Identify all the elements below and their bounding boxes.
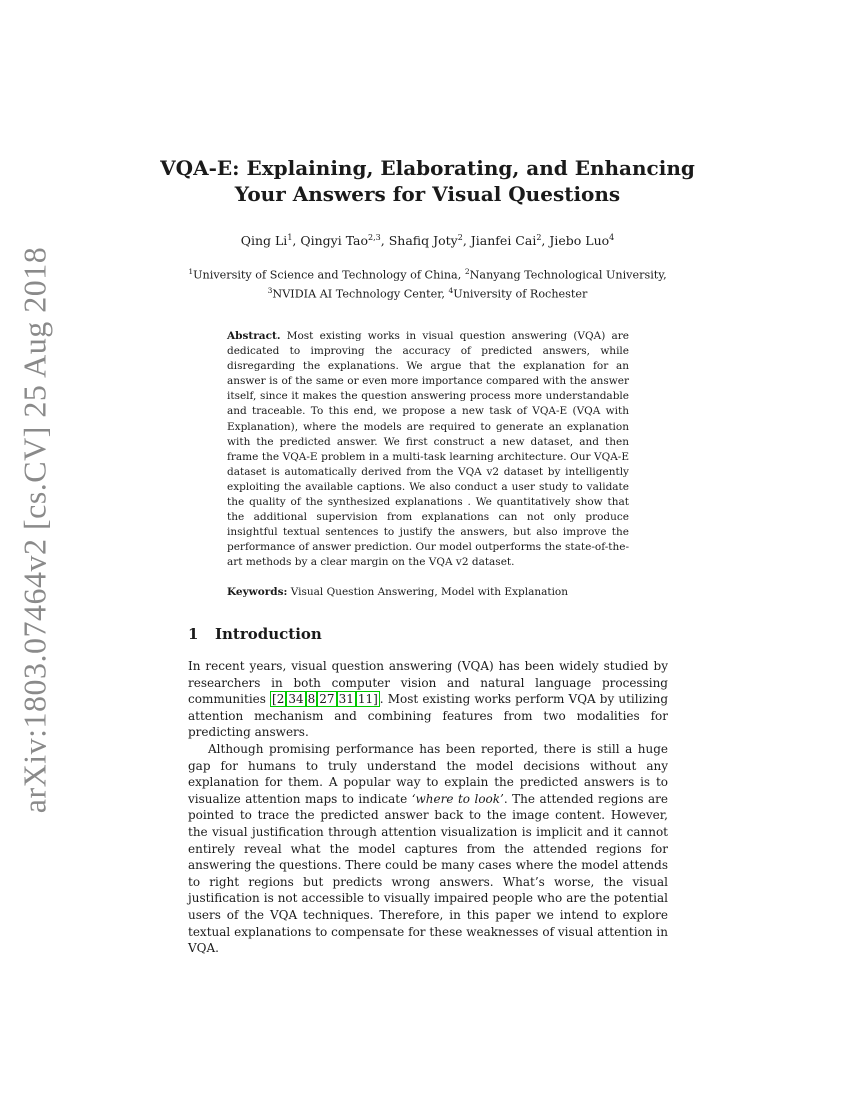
author: Jianfei Cai$^2$ [470,233,542,249]
abstract [227,329,629,571]
citation-link[interactable]: 27 [319,692,335,707]
section-title: Introduction [215,625,322,643]
affiliation-line-2: $^3$NVIDIA AI Technology Center, $^4$University of Rochester [267,285,588,301]
author: Qingyi Tao$^{2,3}$ [300,233,381,249]
citation-link[interactable]: [2 [272,692,285,707]
introduction-body [188,658,668,957]
keywords-label: Keywords: [227,586,288,598]
paper-title [160,155,695,207]
citation-link[interactable]: 8 [307,692,316,707]
section-heading-introduction [188,625,322,643]
emphasized-phrase: ‘where to look’ [411,791,504,806]
keywords-text: Visual Question Answering, Model with Explanation [290,586,569,598]
author: Jiebo Luo$^4$ [549,233,615,249]
author: Qing Li$^1$ [240,233,293,249]
section-number: 1 [188,625,199,643]
citation-link[interactable]: 11] [357,692,378,707]
arxiv-id-text: arXiv:1803.07464v2 [cs.CV] 25 Aug 2018 [16,246,53,814]
author-list: Qing Li$^1$, Qingyi Tao$^{2,3}$, Shafiq Joty$^2$, Jianfei Cai$^2$, Jiebo Luo$^4$ [240,233,615,249]
affiliation-line-1: $^1$University of Science and Technology of China, $^2$Nanyang Technological University, [188,267,667,282]
abstract-label: Abstract. [227,330,281,342]
title-line-1: VQA-E: Explaining, Elaborating, and Enhancing [160,156,695,180]
citation-link[interactable]: 31 [338,692,354,707]
affiliations [160,264,695,301]
intro-paragraph-2: Although promising performance has been reported, there is still a huge gap for humans to truly understand the model decisions without any explanation for them. A popular way to explain the predicted answers is to visualize attention maps to indicate ‘where to look’. The attended regions are pointed to trace the predicted answer back to the image content. However, the visual justification through attention visualization is implicit and it cannot entirely reveal what the model captures from the attended regions for answering the questions. There could be many cases where the model attends to right regions but predicts wrong answers. What’s worse, the visual justification is not accessible to visually impaired people who are the potential users of the VQA techniques. Therefore, in this paper we intend to explore textual explanations to compensate for these weaknesses of visual attention in VQA. [188,741,668,956]
citation-link[interactable]: 34 [288,692,304,707]
abstract-text: Most existing works in visual question answering (VQA) are dedicated to improving the accuracy of predicted answers, while disregarding the explanations. We argue that the explanation for an answer is of the same or even more importance compared with the answer itself, since it makes the question answering process more understandable and traceable. To this end, we propose a new task of VQA-E (VQA with Explanation), where the models are required to generate an explanation with the predicted answer. We first construct a new dataset, and then frame the VQA-E problem in a multi-task learning architecture. Our VQA-E dataset is automatically derived from the VQA v2 dataset by intelligently exploiting the available captions. We also conduct a user study to validate the quality of the synthesized explanations . We quantitatively show that the additional supervision from explanations can not only produce insightful textual sentences to justify the answers, but also improve the performance of answer prediction. Our model outperforms the state-of-the-art methods by a clear margin on the VQA v2 dataset. [227,330,629,569]
intro-paragraph-1: In recent years, visual question answering (VQA) has been widely studied by researchers in both computer vision and natural language processing communities [2 34 8 27 31 11] . Most existing works perform VQA by utilizing attention mechanism and combining features from two modalities for predicting answers. [188,659,669,740]
keywords [227,586,629,598]
title-line-2: Your Answers for Visual Questions [234,182,621,206]
author: Shafiq Joty$^2$ [388,233,463,249]
